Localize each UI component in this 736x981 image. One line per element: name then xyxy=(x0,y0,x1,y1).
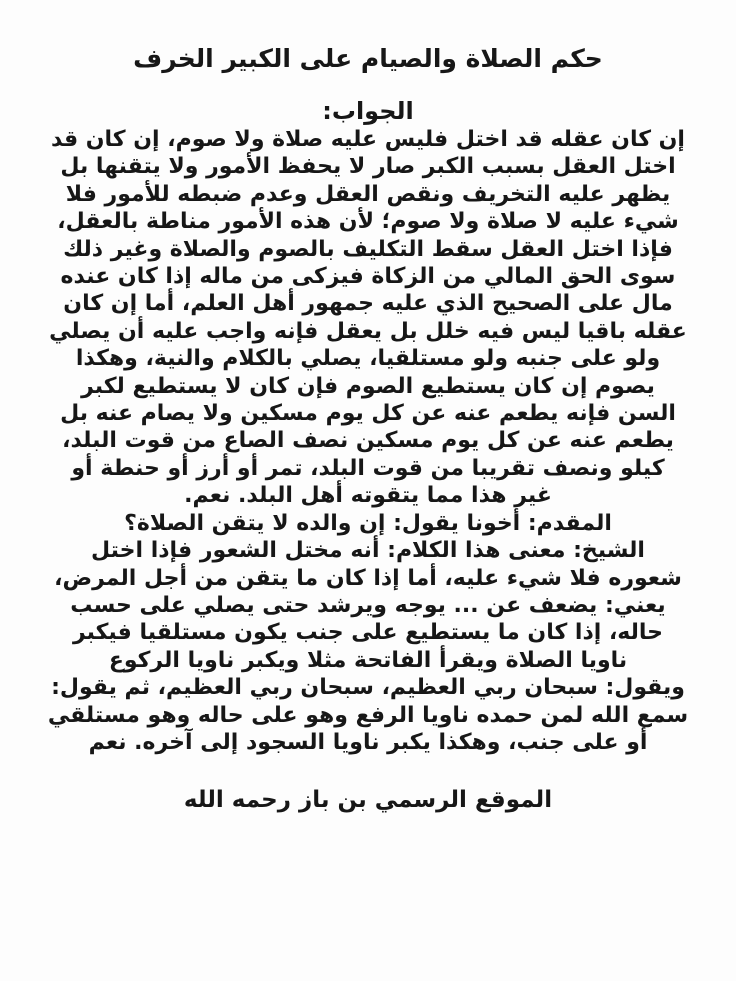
text-line: يظهر عليه التخريف ونقص العقل وعدم ضبطه للأمور فلا xyxy=(65,181,671,207)
text-line: اختل العقل بسبب الكبر صار لا يحفظ الأمور ولا يتقنها بل xyxy=(60,154,676,180)
text-line: مال على الصحيح الذي عليه جمهور أهل العلم، أما إن كان xyxy=(63,291,673,317)
text-line: يصوم إن كان يستطيع الصوم فإن كان لا يستطيع لكبر xyxy=(81,373,655,399)
text-line: المقدم: أخونا يقول: إن والده لا يتقن الصلاة؟ xyxy=(124,510,612,536)
text-line: يعني: يضعف عن ... يوجه ويرشد حتى يصلي على حسب xyxy=(70,592,666,618)
text-line: شعوره فلا شيء عليه، أما إذا كان ما يتقن من أجل المرض، xyxy=(54,565,682,591)
text-line: فإذا اختل العقل سقط التكليف بالصوم والصلاة وغير ذلك xyxy=(63,236,673,262)
document-body xyxy=(10,126,726,756)
text-line: الشيخ: معنى هذا الكلام: أنه مختل الشعور فإذا اختل xyxy=(91,538,645,564)
document-title: حكم الصلاة والصيام على الكبير الخرف xyxy=(133,44,603,73)
text-line: إن كان عقله قد اختل فليس عليه صلاة ولا صوم، إن كان قد xyxy=(51,127,685,152)
text-line: ولو على جنبه ولو مستلقيا، يصلي بالكلام والنية، وهكذا xyxy=(75,346,661,372)
text-line: سمع الله لمن حمده ناويا الرفع وهو على حاله وهو مستلقي xyxy=(47,702,689,728)
text-line: يطعم عنه عن كل يوم مسكين نصف الصاع من قوت البلد، xyxy=(62,428,674,454)
document-footer: الموقع الرسمي بن باز رحمه الله xyxy=(183,787,553,813)
text-line: كيلو ونصف تقريبا من قوت البلد، تمر أو أرز أو حنطة أو xyxy=(71,455,665,481)
text-line: حاله، إذا كان ما يستطيع على جنب يكون مستلقيا فيكبر xyxy=(72,620,664,646)
text-line: شيء عليه لا صلاة ولا صوم؛ لأن هذه الأمور مناطة بالعقل، xyxy=(57,209,679,235)
text-line: غير هذا مما يتقوته أهل البلد. نعم. xyxy=(184,483,552,509)
text-line: ناويا الصلاة ويقرأ الفاتحة مثلا ويكبر ناويا الركوع xyxy=(108,647,628,673)
text-line: السن فإنه يطعم عنه عن كل يوم مسكين ولا يصام عنه بل xyxy=(60,401,676,427)
text-line: سوى الحق المالي من الزكاة فيزكى من ماله إذا كان عنده xyxy=(60,264,676,290)
text-line: عقله باقيا ليس فيه خلل بل يعقل فإنه واجب عليه أن يصلي xyxy=(49,318,687,344)
text-line: ويقول: سبحان ربي العظيم، سبحان ربي العظيم، ثم يقول: xyxy=(51,675,685,701)
text-line: أو على جنب، وهكذا يكبر ناويا السجود إلى آخره. نعم xyxy=(88,729,648,755)
answer-heading: الجواب: xyxy=(322,97,414,125)
